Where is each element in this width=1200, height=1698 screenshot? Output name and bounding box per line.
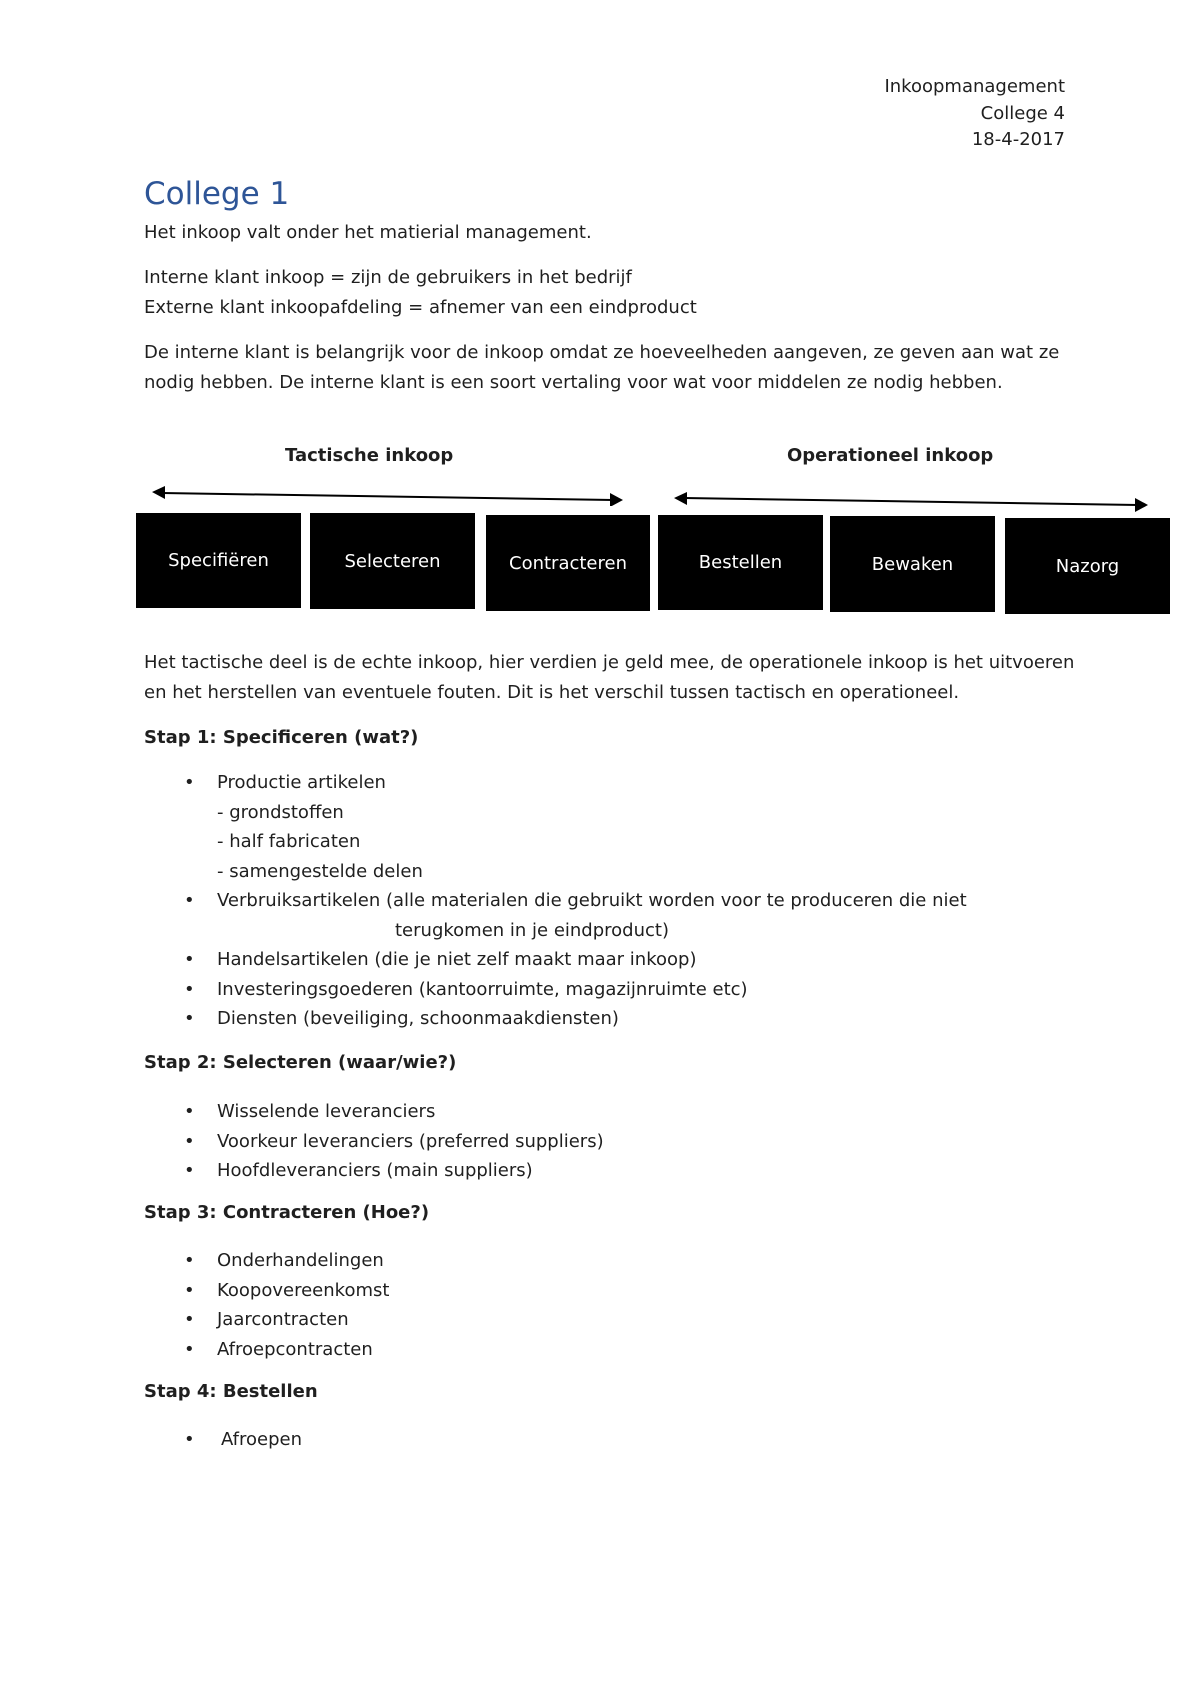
list-item-text: Wisselende leveranciers bbox=[217, 1101, 436, 1122]
box-nazorg: Nazorg bbox=[1005, 518, 1170, 614]
list-item bbox=[144, 1097, 604, 1127]
header-date: 18-4-2017 bbox=[971, 129, 1065, 150]
stap1-heading: Stap 1: Specificeren (wat?) bbox=[144, 727, 419, 748]
bullet-icon: • bbox=[184, 1250, 195, 1271]
interne-klant-line: Interne klant inkoop = zijn de gebruikers in het bedrijf bbox=[144, 267, 632, 288]
stap2-heading: Stap 2: Selecteren (waar/wie?) bbox=[144, 1052, 457, 1073]
list-item bbox=[144, 1156, 604, 1186]
handelsartikelen: Handelsartikelen (die je niet zelf maakt maar inkoop) bbox=[217, 949, 697, 970]
list-item-text: Koopovereenkomst bbox=[217, 1279, 390, 1301]
bullet-icon: • bbox=[184, 890, 195, 911]
list-item bbox=[144, 1425, 302, 1455]
externe-klant-line: Externe klant inkoopafdeling = afnemer van een eindproduct bbox=[144, 296, 697, 318]
stap1-list bbox=[144, 768, 967, 1034]
bullet-icon: • bbox=[184, 1309, 195, 1330]
stap4-list bbox=[144, 1425, 302, 1455]
bullet-icon: • bbox=[184, 1338, 195, 1360]
list-item bbox=[144, 1335, 389, 1365]
operationeel-arrow bbox=[672, 490, 1150, 516]
list-item bbox=[144, 975, 967, 1005]
box-selecteren: Selecteren bbox=[310, 513, 475, 609]
bullet-icon: • bbox=[184, 1130, 195, 1152]
klant-block bbox=[144, 263, 1074, 322]
list-item bbox=[144, 1127, 604, 1157]
bullet-icon: • bbox=[184, 1429, 195, 1450]
sub-grondstoffen: - grondstoffen bbox=[217, 801, 344, 823]
stap3-list bbox=[144, 1246, 389, 1364]
list-item bbox=[144, 945, 967, 975]
stap4-heading: Stap 4: Bestellen bbox=[144, 1381, 318, 1402]
document-header bbox=[884, 74, 1065, 154]
verbruiksartikelen-cont: terugkomen in je eindproduct) bbox=[395, 919, 669, 941]
header-course: Inkoopmanagement bbox=[884, 76, 1065, 97]
diensten: Diensten (beveiliging, schoonmaakdiensten) bbox=[217, 1008, 619, 1029]
bullet-icon: • bbox=[184, 978, 195, 1000]
intro-paragraph: Het inkoop valt onder het matierial management. bbox=[144, 222, 592, 243]
sub-half-fabricaten: - half fabricaten bbox=[217, 831, 361, 852]
bullet-icon: • bbox=[184, 1008, 195, 1029]
sub-samengestelde-delen: - samengestelde delen bbox=[217, 860, 423, 882]
list-item bbox=[144, 768, 967, 886]
list-item-text: Hoofdleveranciers (main suppliers) bbox=[217, 1160, 533, 1181]
list-item bbox=[144, 886, 967, 945]
bullet-icon: • bbox=[184, 1279, 195, 1301]
page-title: College 1 bbox=[144, 176, 290, 212]
list-item-text: Afroepen bbox=[221, 1429, 303, 1450]
stap2-list bbox=[144, 1097, 604, 1186]
bullet-icon: • bbox=[184, 1101, 195, 1122]
list-item bbox=[144, 1246, 389, 1276]
list-item bbox=[144, 1004, 967, 1034]
bullet-icon: • bbox=[184, 1160, 195, 1181]
list-item bbox=[144, 1276, 389, 1306]
bullet-icon: • bbox=[184, 772, 195, 793]
box-specifieren: Specifiëren bbox=[136, 513, 301, 608]
interne-klant-paragraph: De interne klant is belangrijk voor de inkoop omdat ze hoeveelheden aangeven, ze geven aan wat ze nodig hebben. De interne klant is een soort vertaling voor wat voor middelen ze nodig hebben. bbox=[144, 342, 1060, 393]
verbruiksartikelen: Verbruiksartikelen (alle materialen die gebruikt worden voor te produceren die niet bbox=[217, 890, 967, 911]
box-bestellen: Bestellen bbox=[658, 515, 823, 610]
list-item-text: Jaarcontracten bbox=[217, 1309, 349, 1330]
box-contracteren: Contracteren bbox=[486, 515, 650, 611]
header-college: College 4 bbox=[980, 102, 1065, 124]
stap3-heading: Stap 3: Contracteren (Hoe?) bbox=[144, 1202, 430, 1223]
list-item-text: Onderhandelingen bbox=[217, 1250, 384, 1271]
productie-artikelen: Productie artikelen bbox=[217, 772, 386, 793]
box-bewaken: Bewaken bbox=[830, 516, 995, 612]
list-item-text: Afroepcontracten bbox=[217, 1338, 373, 1360]
tactisch-arrow bbox=[150, 480, 625, 506]
list-item bbox=[144, 1305, 389, 1335]
bullet-icon: • bbox=[184, 949, 195, 970]
operationeel-label: Operationeel inkoop bbox=[787, 445, 994, 466]
investeringsgoederen: Investeringsgoederen (kantoorruimte, magazijnruimte etc) bbox=[217, 978, 748, 1000]
tactisch-paragraph: Het tactische deel is de echte inkoop, hier verdien je geld mee, de operationele inkoop is het uitvoeren en het herstellen van eventuele fouten. Dit is het verschil tussen tactisch en operationeel. bbox=[144, 652, 1075, 703]
list-item-text: Voorkeur leveranciers (preferred suppliers) bbox=[217, 1130, 604, 1152]
tactisch-label: Tactische inkoop bbox=[285, 445, 454, 466]
